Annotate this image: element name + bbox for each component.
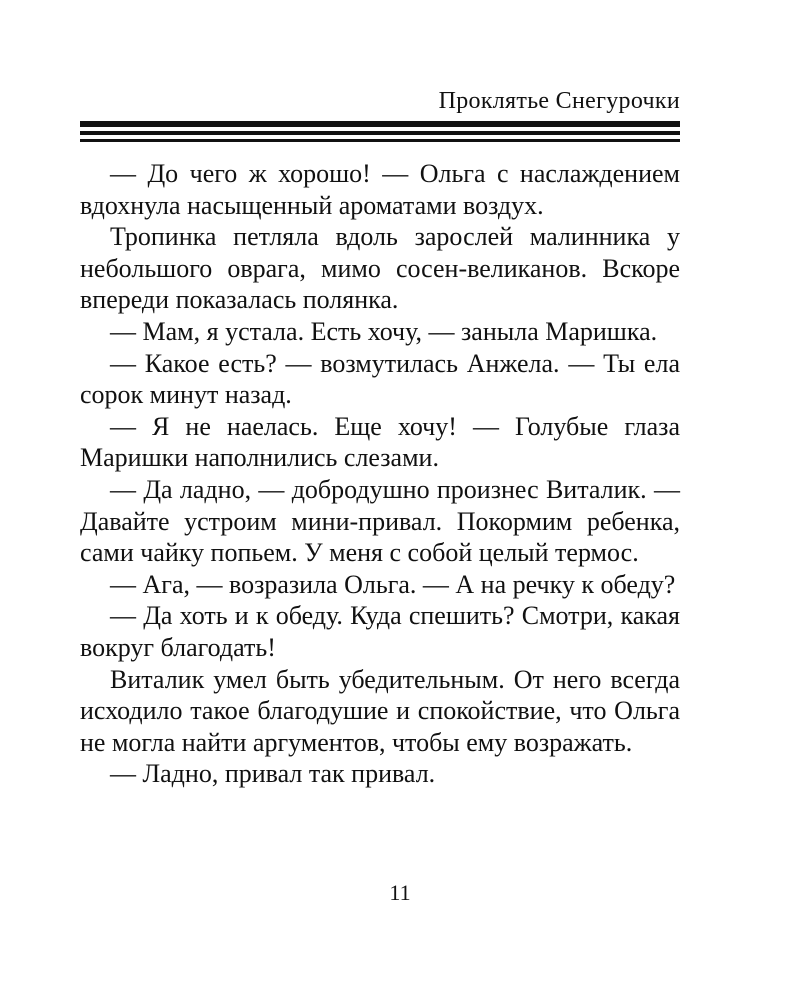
paragraph: — Мам, я устала. Есть хочу, — заныла Маришка. [110, 316, 658, 346]
paragraph: — Какое есть? — возмутилась Анжела. — Ты ела сорок минут назад. [80, 348, 680, 410]
paragraph: Тропинка петляла вдоль зарослей малинника у небольшого оврага, мимо сосен-великанов. Вскоре впереди показалась полянка. [80, 222, 680, 315]
header-rule-thin [80, 139, 680, 142]
header-rule-medium [80, 131, 680, 135]
paragraph: — Да ладно, — добродушно произнес Виталик. — Давайте устроим мини-привал. Покормим ребенка, сами чайку попьем. У меня с собой целый термос. [80, 474, 680, 568]
page-number: 11 [389, 880, 411, 905]
paragraph: Виталик умел быть убедительным. От него всегда исходило такое благодушие и спокойствие, что Ольга не могла найти аргументов, чтобы ему возражать. [80, 664, 680, 757]
paragraph: — Ага, — возразила Ольга. — А на речку к обеду? [110, 569, 676, 599]
paragraph: — Ладно, привал так привал. [110, 759, 436, 789]
paragraph: — До чего ж хорошо! — Ольга с наслаждением вдохнула насыщенный ароматами воздух. [80, 159, 680, 220]
header-rule-thick [80, 121, 680, 127]
body-text [80, 158, 680, 790]
paragraph: — Я не наелась. Еще хочу! — Голубые глаза Маришки наполнились слезами. [80, 411, 680, 473]
paragraph: — Да хоть и к обеду. Куда спешить? Смотри, какая вокруг благодать! [80, 601, 680, 662]
running-title: Проклятье Снегурочки [438, 88, 680, 114]
